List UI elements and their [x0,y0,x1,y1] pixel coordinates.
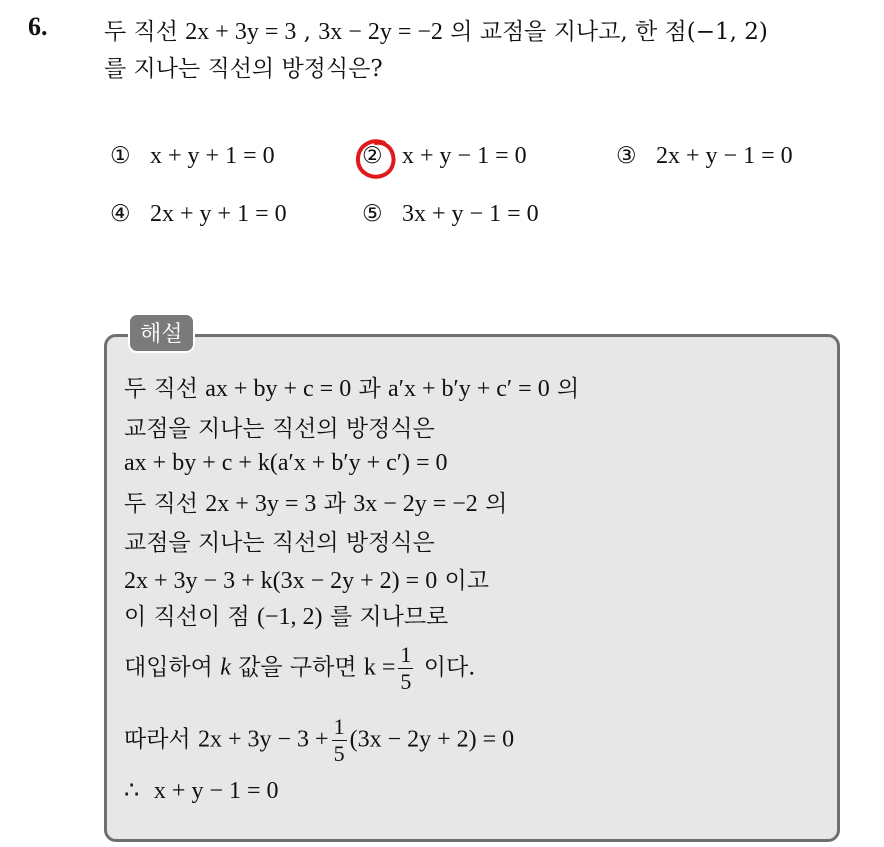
solution-text: 의 [549,376,580,402]
fraction-denominator: 5 [400,669,412,694]
fraction-denominator: 5 [333,741,345,766]
choice-equation: 2x + y + 1 = 0 [150,201,287,227]
solution-line-6 [124,562,489,595]
solution-text: 이다. [416,654,476,681]
solution-line-4 [124,485,507,518]
choice-marker: ② [362,143,383,169]
choice-1[interactable] [110,143,275,170]
stem-line-1 [104,14,874,51]
problem-number: 6. [28,12,48,41]
stem-text: 두 직선 [104,19,186,45]
solution-equation: 3x − 2y = −2 [353,491,478,517]
choice-3[interactable] [616,143,793,170]
choice-equation: x + y − 1 = 0 [402,143,527,169]
solution-line-7 [124,598,448,631]
solution-text: 이고 [437,568,489,594]
solution-line-10 [124,776,279,805]
solution-line-3 [124,450,448,477]
answer-circle-mark [354,137,398,181]
solution-line-5: 교점을 지나는 직선의 방정식은 [124,530,435,556]
solution-variable: k [220,654,231,681]
solution-equation: k = [363,654,396,681]
solution-equation: 2x + 3y = 3 [205,491,317,517]
solution-text: 따라서 [124,726,198,753]
choice-marker: ④ [110,201,131,227]
equation-1: 2x + 3y = 3 [185,19,297,45]
solution-equation: (3x − 2y + 2) = 0 [349,726,515,753]
solution-text: 두 직선 [124,376,206,402]
solution-text: 과 [351,376,389,402]
solution-equation: ax + by + c = 0 [205,376,352,402]
fraction [398,642,413,695]
solution-line-1 [124,370,579,403]
solution-line-8 [124,642,475,695]
solution-text: 값을 구하면 [230,654,364,681]
solution-text: 두 직선 [124,491,206,517]
choice-equation: 2x + y − 1 = 0 [656,143,793,169]
therefore-symbol: ∴ [124,778,140,804]
fraction [332,714,347,767]
solution-line-9 [124,714,514,767]
final-answer-equation: x + y − 1 = 0 [153,778,279,804]
solution-label: 해설 [128,313,195,353]
solution-line-2: 교점을 지나는 직선의 방정식은 [124,416,435,442]
solution-equation: a′x + b′y + c′ = 0 [388,376,550,402]
stem-line-2: 를 지나는 직선의 방정식은? [104,56,383,82]
stem-text: 의 교점을 지나고, 한 점(−1, 2) [442,19,768,45]
equation-2: 3x − 2y = −2 [318,19,443,45]
solution-point: (−1, 2) [257,604,323,630]
fraction-numerator: 1 [400,642,412,667]
choice-4[interactable] [110,201,287,228]
solution-equation: 2x + 3y − 3 + k(3x − 2y + 2) = 0 [124,568,438,594]
solution-equation: ax + by + c + k(a′x + b′y + c′) = 0 [124,450,448,476]
choice-marker: ③ [616,143,637,169]
problem-stem [104,14,874,88]
solution-text: 대입하여 [124,654,221,681]
choice-marker: ⑤ [362,201,383,227]
solution-text: 과 [316,491,354,517]
stem-separator: , [296,19,319,45]
solution-equation: 2x + 3y − 3 + [197,726,329,753]
choice-marker: ① [110,143,131,169]
choice-equation: x + y + 1 = 0 [150,143,275,169]
choice-5[interactable] [362,201,539,228]
choice-equation: 3x + y − 1 = 0 [402,201,539,227]
fraction-numerator: 1 [333,714,345,739]
solution-text: 를 지나므로 [322,604,449,630]
solution-text: 이 직선이 점 [124,604,258,630]
solution-text: 의 [477,491,508,517]
